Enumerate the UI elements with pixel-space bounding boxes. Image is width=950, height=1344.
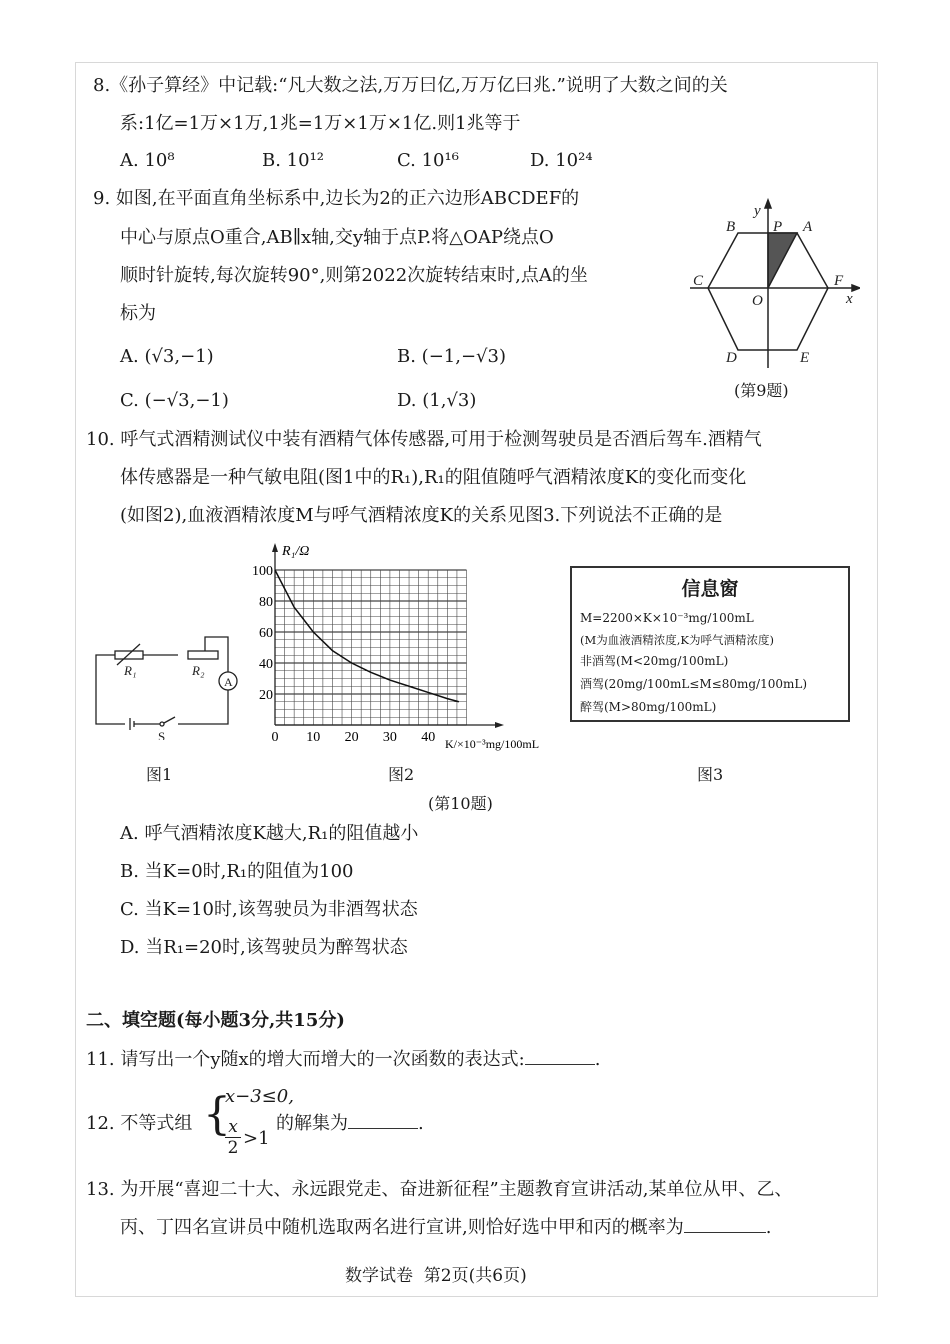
q12-ineq2-rest: >1 — [243, 1128, 270, 1149]
q11 — [86, 1049, 600, 1071]
q13-end: . — [765, 1217, 772, 1238]
fraction-numerator: x — [225, 1117, 241, 1138]
q13-text: 丙、丁四名宣讲员中随机选取两名进行宣讲,则恰好选中甲和丙的概率为 — [120, 1217, 684, 1238]
triangle-oap — [768, 233, 797, 288]
graph-xlabel: K/×10⁻³mg/100mL — [445, 737, 540, 751]
page-footer: 数学试卷 第2页(共6页) — [345, 1266, 527, 1286]
q9-line2: 中心与原点O重合,AB∥x轴,交y轴于点P.将△OAP绕点O — [120, 227, 554, 248]
fig2-caption: 图2 — [388, 765, 415, 784]
info-window — [570, 566, 850, 722]
label-r2: R₂ — [192, 663, 205, 678]
q9-line3: 顺时针旋转,每次旋转90°,则第2022次旋转结束时,点A的坐 — [120, 265, 588, 286]
y-tick-label: 80 — [259, 595, 273, 610]
section2-title: 二、填空题(每小题3分,共15分) — [86, 1010, 345, 1031]
label-p: P — [773, 219, 783, 235]
label-switch: S — [158, 729, 166, 740]
graph-ylabel: R₁/Ω — [282, 544, 310, 559]
x-tick-label: 40 — [421, 730, 436, 745]
brace: { — [203, 1089, 231, 1140]
fraction-denominator: 2 — [227, 1138, 239, 1158]
label-y: y — [754, 203, 761, 219]
y-tick-label: 40 — [259, 657, 273, 672]
q12-fraction — [225, 1117, 241, 1158]
q8-option-c: C. 10¹⁶ — [397, 150, 459, 171]
y-tick-label: 100 — [252, 564, 273, 579]
q10-option-a: A. 呼气酒精浓度K越大,R₁的阻值越小 — [120, 823, 419, 844]
q8-option-b: B. 10¹² — [262, 150, 325, 171]
q11-end: . — [594, 1049, 601, 1070]
info-row: (M为血液酒精浓度,K为呼气酒精浓度) — [580, 633, 774, 647]
x-tick-label: 30 — [382, 730, 397, 745]
label-f: F — [834, 273, 844, 289]
q8-line1: 8.《孙子算经》中记载:“凡大数之法,万万曰亿,万万亿曰兆.”说明了大数之间的关 — [93, 75, 728, 96]
q12-ineq1: x−3≤0, — [225, 1086, 294, 1107]
q13-answer-blank[interactable] — [684, 1232, 766, 1233]
y-tick-label: 20 — [259, 688, 273, 703]
label-c: C — [693, 273, 704, 289]
x-tick-label: 20 — [344, 730, 359, 745]
q10-figure-caption: (第10题) — [428, 794, 493, 813]
q12-suffix-line — [276, 1113, 424, 1135]
q8-line2: 系:1亿=1万×1万,1兆=1万×1万×1亿.则1兆等于 — [120, 113, 521, 134]
q11-text: 11. 请写出一个y随x的增大而增大的一次函数的表达式: — [86, 1049, 525, 1070]
q10-line3: (如图2),血液酒精浓度M与呼气酒精浓度K的关系见图3.下列说法不正确的是 — [120, 505, 723, 526]
r2-resistor — [188, 651, 218, 659]
label-o: O — [752, 293, 763, 309]
q9-option-a: A. (√3,−1) — [120, 346, 214, 367]
info-row: M=2200×K×10⁻³mg/100mL — [580, 611, 754, 625]
q9-option-c: C. (−√3,−1) — [120, 390, 229, 411]
q8-option-a: A. 10⁸ — [120, 150, 175, 171]
label-ammeter: A — [224, 675, 233, 689]
q12-answer-blank[interactable] — [348, 1128, 418, 1129]
q9-option-b: B. (−1,−√3) — [397, 346, 506, 367]
resistance-curve — [275, 570, 459, 702]
q9-option-d: D. (1,√3) — [397, 390, 477, 411]
label-e: E — [800, 350, 810, 366]
q13-line2 — [120, 1217, 771, 1239]
fig3-caption: 图3 — [697, 765, 724, 784]
x-tick-label: 0 — [271, 730, 279, 745]
q10-option-c: C. 当K=10时,该驾驶员为非酒驾状态 — [120, 899, 418, 920]
label-r1: R₁ — [124, 663, 137, 678]
info-row: 醉驾(M>80mg/100mL) — [580, 700, 717, 714]
label-x: x — [846, 291, 853, 307]
x-tick-label: 10 — [306, 730, 321, 745]
resistance-graph — [240, 540, 570, 755]
q11-answer-blank[interactable] — [525, 1064, 595, 1065]
y-tick-label: 60 — [259, 626, 273, 641]
label-b: B — [726, 219, 736, 235]
q10-line2: 体传感器是一种气敏电阻(图1中的R₁),R₁的阻值随呼气酒精浓度K的变化而变化 — [120, 467, 747, 488]
info-row: 非酒驾(M<20mg/100mL) — [580, 654, 729, 668]
info-title: 信息窗 — [681, 578, 739, 600]
q10-line1: 10. 呼气式酒精测试仪中装有酒精气体传感器,可用于检测驾驶员是否酒后驾车.酒精气 — [86, 429, 762, 450]
fig1-caption: 图1 — [146, 765, 173, 784]
q9-line4: 标为 — [120, 303, 156, 324]
label-a: A — [803, 219, 813, 235]
r1-resistor — [115, 651, 143, 659]
circuit-diagram — [90, 630, 240, 740]
hexagon-figure — [680, 195, 860, 375]
q13-line1: 13. 为开展“喜迎二十大、永远跟党走、奋进新征程”主题教育宣讲活动,某单位从甲、乙、 — [86, 1179, 793, 1200]
q8-option-d: D. 10²⁴ — [530, 150, 593, 171]
q10-option-d: D. 当R₁=20时,该驾驶员为醉驾状态 — [120, 937, 408, 958]
label-d: D — [726, 350, 737, 366]
q12-end: . — [418, 1113, 424, 1134]
q9-line1: 9. 如图,在平面直角坐标系中,边长为2的正六边形ABCDEF的 — [93, 188, 580, 209]
q12-suffix: 的解集为 — [276, 1113, 348, 1134]
q10-option-b: B. 当K=0时,R₁的阻值为100 — [120, 861, 354, 882]
q9-figure-caption: (第9题) — [734, 381, 789, 400]
q12-prefix: 12. 不等式组 — [86, 1113, 193, 1134]
info-row: 酒驾(20mg/100mL≤M≤80mg/100mL) — [580, 677, 808, 691]
